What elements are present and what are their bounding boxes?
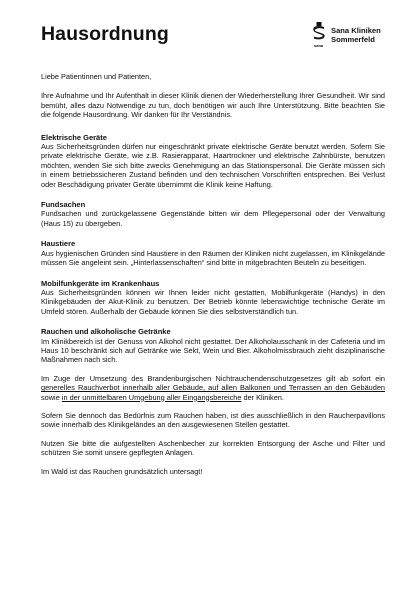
section-heading: Rauchen und alkoholische Getränke: [41, 327, 171, 337]
logo-line-1: Sana Kliniken: [331, 26, 381, 35]
logo-wordmark: sana: [314, 43, 324, 48]
section-heading: Elektrische Geräte: [41, 132, 107, 142]
section-mobile-phones: [41, 279, 385, 317]
smoking-ban-text: der Kliniken.: [241, 392, 284, 402]
document-body: [41, 72, 385, 487]
section-body: Aus Sicherheitsgründen können wir Ihnen leider nicht gestatten, Mobilfunkgeräte (Handys) in den Klinikgebäuden der Akut-Klinik zu benutzen. Der Betrieb könnte lebenswichtige technische Geräte im Umfeld stören. Außerhalb der Gebäude können Sie dies selbstverständlich tun.: [41, 287, 385, 316]
logo-text: [331, 26, 381, 44]
smoking-ban-text: Im Zuge der Umsetzung des Brandenburgischen Nichtrauchendenschutzgesetzes gilt ab sofort ein: [41, 373, 385, 383]
smoking-ban-paragraph: [41, 374, 385, 402]
section-body: Aus hygienischen Gründen sind Haustiere in den Räumen der Kliniken nicht zugelassen, im Klinikgelände müssen Sie angeleint sein. „Hinterlassenschaften“ sind bitte in mitgebrachten Beuteln zu beseitigen.: [41, 248, 385, 268]
sana-kliniken-logo: [311, 22, 407, 52]
section-smoking-alcohol: [41, 327, 385, 476]
section-electrical-devices: [41, 133, 385, 189]
section-body: Fundsachen und zurückgelassene Gegenstände bitten wir dem Pflegepersonal oder der Verwaltung (Haus 15) zu übergeben.: [41, 209, 385, 228]
section-heading: Haustiere: [41, 239, 76, 249]
section-pets: [41, 239, 385, 267]
smoking-ban-underlined-2: in der unmittelbaren Umgebung aller Eingangsbereiche: [61, 392, 242, 402]
logo-line-2: Sommerfeld: [331, 35, 375, 44]
page-title: Hausordnung: [41, 23, 169, 45]
smoking-ban-text: sowie: [41, 392, 62, 402]
section-heading: Fundsachen: [41, 200, 86, 210]
greeting: Liebe Patientinnen und Patienten,: [41, 72, 152, 81]
forest-paragraph: Im Wald ist das Rauchen grundsätzlich untersagt!: [41, 466, 203, 476]
smoking-areas-paragraph: Sofern Sie dennoch das Bedürfnis zum Rauchen haben, ist dies ausschließlich in den Raucherpavillons sowie innerhalb des Klinikgeländes an den ausgewiesenen Stellen gestattet.: [41, 410, 385, 430]
smoking-ban-underlined-1: generelles Rauchverbot innerhalb aller Gebäude, auf allen Balkonen und Terrassen an den Gebäuden: [41, 383, 385, 393]
section-body: Aus Sicherheitsgründen dürfen nur eingeschränkt private elektrische Geräte benutzt werden. Sofern Sie private elektrische Geräte, wie z.B. Rasierapparat, Haartrockner und elektrische Zahnbürste, benutzen möchten, wenden Sie sich bitte zwecks Genehmigung an das Stationspersonal. Die Geräte müssen sich in einem betriebssicheren Zustand befinden und den technischen Vorschriften entsprechen. Bei Verlust oder Beschädigung privater Geräte übernimmt die Klinik keine Haftung.: [41, 142, 385, 189]
ashtray-paragraph: Nutzen Sie bitte die aufgestellten Aschenbecher zur korrekten Entsorgung der Asche und Filter und schützen Sie somit unsere gepflegten Anlagen.: [41, 438, 385, 458]
section-lost-property: [41, 200, 385, 228]
alcohol-paragraph: Im Klinikbereich ist der Genuss von Alkohol nicht gestattet. Der Alkoholausschank in der Cafeteria und im Haus 10 beschränkt sich auf Getränke wie Sekt, Wein und Bier. Alkoholmissbrauch zieht disziplinarische Maßnahmen nach sich.: [41, 336, 385, 365]
section-heading: Mobilfunkgeräte im Krankenhaus: [41, 278, 160, 288]
intro-paragraph: Ihre Aufnahme und Ihr Aufenthalt in dieser Klinik dienen der Wiederherstellung Ihrer Gesundheit. Wir sind bemüht, alles dazu Notwendige zu tun, doch benötigen wir auch Ihre Unterstützung. Bitte beachten Sie die folgende Hausordnung. Wir danken für Ihr Verständnis.: [41, 91, 385, 120]
